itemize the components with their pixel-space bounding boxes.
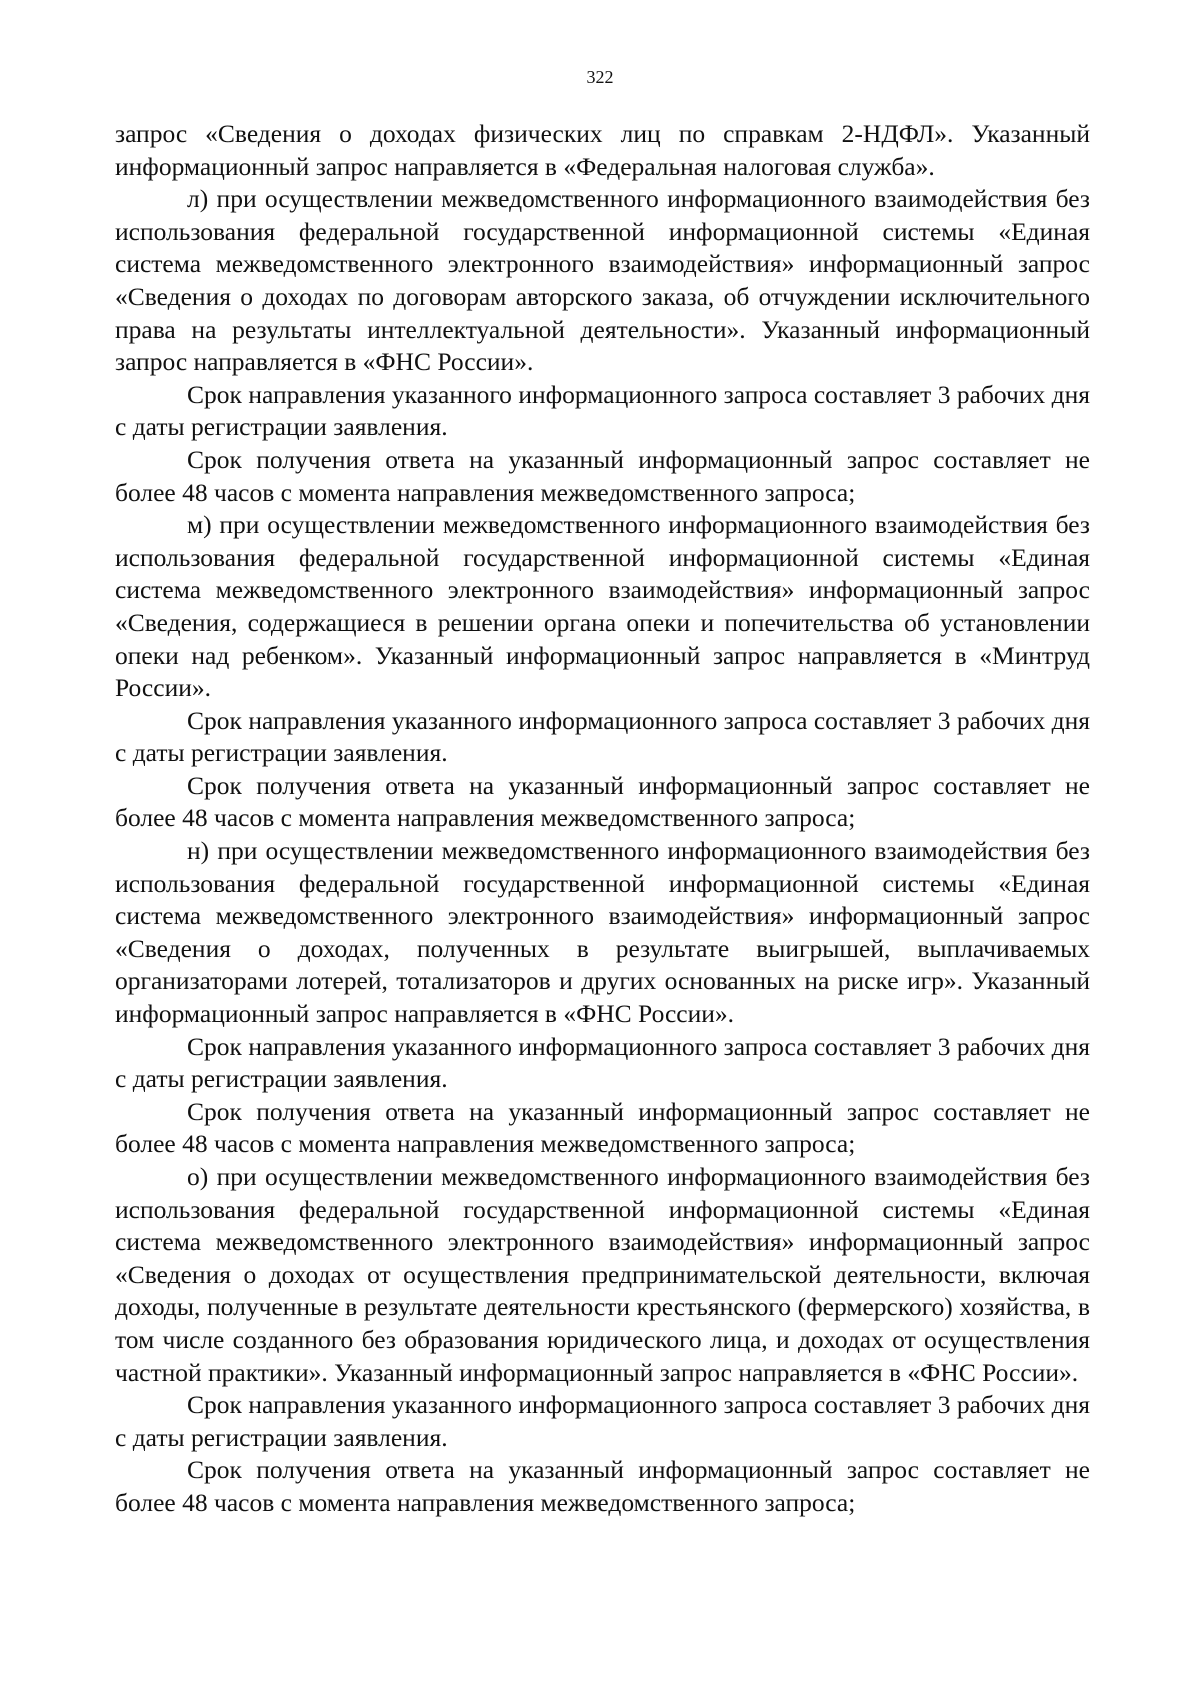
paragraph-continuation: запрос «Сведения о доходах физических лиц по справкам 2-НДФЛ». Указанный информационный запрос направляется в «Федеральная налоговая служба». bbox=[115, 119, 1090, 181]
paragraph-response-deadline: Срок получения ответа на указанный информационный запрос составляет не более 48 часов с момента направления межведомственного запроса; bbox=[115, 1096, 1090, 1159]
paragraph-send-deadline: Срок направления указанного информационного запроса составляет 3 рабочих дня с даты регистрации заявления. bbox=[115, 1031, 1090, 1094]
paragraph-send-deadline: Срок направления указанного информационного запроса составляет 3 рабочих дня с даты регистрации заявления. bbox=[115, 379, 1090, 442]
paragraph-item-l: л) при осуществлении межведомственного информационного взаимодействия без использования федеральной государственной информационной системы «Единая система межведомственного электронного взаимодействия» информационный запрос «Сведения о доходах по договорам авторского заказа, об отчуждении исключительного права на результаты интеллектуальной деятельности». Указанный информационный запрос направляется в «ФНС России». bbox=[115, 184, 1090, 377]
paragraph-response-deadline: Срок получения ответа на указанный информационный запрос составляет не более 48 часов с момента направления межведомственного запроса; bbox=[115, 1455, 1090, 1517]
paragraph-send-deadline: Срок направления указанного информационного запроса составляет 3 рабочих дня с даты регистрации заявления. bbox=[115, 1390, 1090, 1452]
paragraph-response-deadline: Срок получения ответа на указанный информационный запрос составляет не более 48 часов с момента направления межведомственного запроса; bbox=[115, 444, 1090, 507]
document-body bbox=[115, 118, 1090, 1520]
paragraph-item-o: о) при осуществлении межведомственного информационного взаимодействия без использования федеральной государственной информационной системы «Единая система межведомственного электронного взаимодействия» информационный запрос «Сведения о доходах от осуществления предпринимательской деятельности, включая доходы, полученные в результате деятельности крестьянского (фермерского) хозяйства, в том числе созданного без образования юридического лица, и доходах от осуществления частной практики». Указанный информационный запрос направляется в «ФНС России». bbox=[115, 1162, 1090, 1387]
paragraph-item-m: м) при осуществлении межведомственного информационного взаимодействия без использования федеральной государственной информационной системы «Единая система межведомственного электронного взаимодействия» информационный запрос «Сведения, содержащиеся в решении органа опеки и попечительства об установлении опеки над ребенком». Указанный информационный запрос направляется в «Минтруд России». bbox=[115, 510, 1090, 703]
page-number: 322 bbox=[586, 67, 614, 87]
paragraph-send-deadline: Срок направления указанного информационного запроса составляет 3 рабочих дня с даты регистрации заявления. bbox=[115, 705, 1090, 768]
paragraph-response-deadline: Срок получения ответа на указанный информационный запрос составляет не более 48 часов с момента направления межведомственного запроса; bbox=[115, 770, 1090, 833]
paragraph-item-n: н) при осуществлении межведомственного информационного взаимодействия без использования федеральной государственной информационной системы «Единая система межведомственного электронного взаимодействия» информационный запрос «Сведения о доходах, полученных в результате выигрышей, выплачиваемых организаторами лотерей, тотализаторов и других основанных на риске игр». Указанный информационный запрос направляется в «ФНС России». bbox=[115, 836, 1090, 1029]
